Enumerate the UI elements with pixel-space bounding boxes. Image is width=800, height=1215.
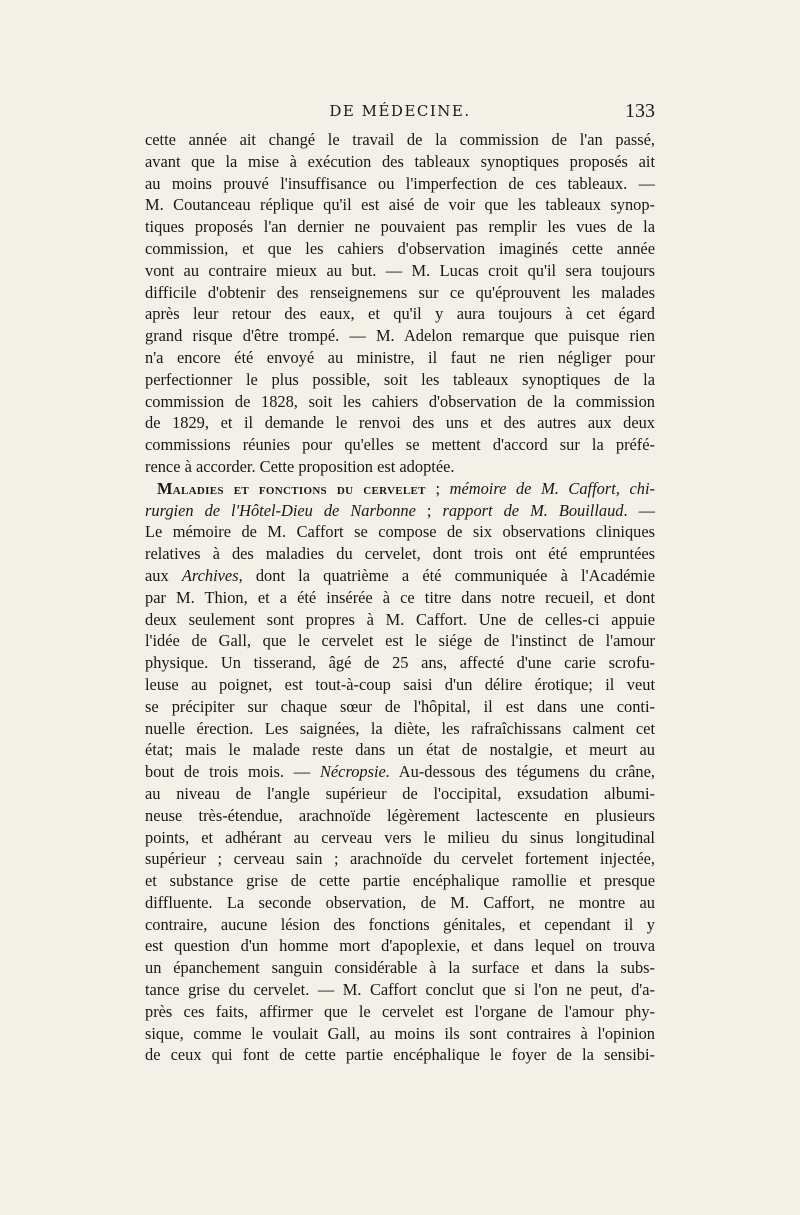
text-line: Le mémoire de M. Caffort se compose de six observations cliniques xyxy=(145,522,655,542)
page-header xyxy=(145,100,655,130)
text-line xyxy=(145,565,655,587)
text-line: contraire, aucune lésion des fonctions génitales, et cependant il y xyxy=(145,914,655,934)
body-text xyxy=(145,129,655,1066)
text-line: commission de 1828, soit les cahiers d'observation de la commission xyxy=(145,391,655,411)
author-affiliation: rurgien de l'Hôtel-Dieu de Narbonne xyxy=(145,500,416,520)
text-line: physique. Un tisserand, âgé de 25 ans, affecté d'une carie scrofu- xyxy=(145,653,655,673)
text-line: par M. Thion, et a été insérée à ce titre dans notre recueil, et dont xyxy=(145,587,655,607)
text-line: M. Coutanceau réplique qu'il est aisé de voir que les tableaux synop- xyxy=(145,195,655,215)
text-line: supérieur ; cerveau sain ; arachnoïde du cervelet fortement injectée, xyxy=(145,849,655,869)
running-head: DE MÉDECINE. xyxy=(329,102,471,120)
text-line: de 1829, et il demande le renvoi des uns et des autres aux deux xyxy=(145,413,655,433)
text-line: de ceux qui font de cette partie encéphalique le foyer de la sensibi- xyxy=(145,1045,655,1065)
text-line: état; mais le malade reste dans un état de nostalgie, et meurt au xyxy=(145,740,655,760)
text-line: neuse très-étendue, arachnoïde légèrement lactescente en plusieurs xyxy=(145,805,655,825)
paragraph-2 xyxy=(145,478,655,1067)
text-line: après leur retour des eaux, et qu'il y aura toujours à cet égard xyxy=(145,304,655,324)
text-line: au moins prouvé l'insuffisance ou l'imperfection de ces tableaux. — xyxy=(145,173,655,193)
text-line: commission, et que les cahiers d'observation imaginés cette année xyxy=(145,238,655,258)
text-line: points, et adhérant au cerveau vers le milieu du sinus longitudinal xyxy=(145,827,655,847)
text-line: grand risque d'être trompé. — M. Adelon remarque que puisque rien xyxy=(145,326,655,346)
section-heading-line xyxy=(145,478,655,500)
text-line: n'a encore été envoyé au ministre, il faut ne rien négliger pour xyxy=(145,347,655,367)
text-fragment: Au-dessous des tégumens du crâne, xyxy=(389,762,655,782)
paragraph-1 xyxy=(145,129,655,478)
text-line: avant que la mise à exécution des tableaux synoptiques proposés ait xyxy=(145,151,655,171)
text-line xyxy=(145,500,655,522)
text-line: se précipiter sur chaque sœur de l'hôpital, il est dans une conti- xyxy=(145,696,655,716)
memoir-reference: mémoire de M. Caffort, chi- xyxy=(449,478,655,498)
text-fragment: , dont la quatrième a été communiquée à l'Académie xyxy=(238,565,655,585)
text-line: deux seulement sont propres à M. Caffort. Une de celles-ci appuie xyxy=(145,609,655,629)
text-line: sique, comme le voulait Gall, au moins ils sont contraires à l'opinion xyxy=(145,1023,655,1043)
title-separator: ; xyxy=(425,478,450,498)
text-line: tiques proposés l'an dernier ne pouvaient pas remplir les vues de la xyxy=(145,217,655,237)
text-line: l'idée de Gall, que le cervelet est le siége de l'instinct de l'amour xyxy=(145,631,655,651)
text-line: au niveau de l'angle supérieur de l'occipital, exsudation albumi- xyxy=(145,783,655,803)
dash: . — xyxy=(623,500,655,520)
text-line: près ces faits, affirmer que le cervelet est l'organe de l'amour phy- xyxy=(145,1001,655,1021)
archives-title: Archives xyxy=(181,565,239,585)
text-line: cette année ait changé le travail de la commission de l'an passé, xyxy=(145,130,655,149)
text-line: diffluente. La seconde observation, de M. Caffort, ne montre au xyxy=(145,892,655,912)
separator: ; xyxy=(415,500,443,520)
text-line: relatives à des maladies du cervelet, dont trois ont été empruntées xyxy=(145,544,655,564)
text-line: commissions réunies pour qu'elles se mettent d'accord sur la préfé- xyxy=(145,435,655,455)
text-line: nuelle érection. Les saignées, la diète, les rafraîchissans calment cet xyxy=(145,718,655,738)
text-line xyxy=(145,761,655,783)
text-line: leuse au poignet, est tout-à-coup saisi d'un délire érotique; il veut xyxy=(145,674,655,694)
text-line: un épanchement sanguin considérable à la surface et dans la subs- xyxy=(145,958,655,978)
text-line: perfectionner le plus possible, soit les tableaux synoptiques de la xyxy=(145,369,655,389)
text-fragment: bout de trois mois. — xyxy=(145,762,320,782)
text-fragment: aux xyxy=(145,565,182,585)
text-line: rence à accorder. Cette proposition est adoptée. xyxy=(145,456,455,476)
necropsie-label: Nécropsie. xyxy=(319,762,390,782)
text-line: et substance grise de cette partie encéphalique ramollie et presque xyxy=(145,871,655,891)
text-line: est question d'un homme mort d'apoplexie, et dans lequel on trouva xyxy=(145,936,655,956)
text-line: vont au contraire mieux au but. — M. Lucas croit qu'il sera toujours xyxy=(145,260,655,280)
page-number: 133 xyxy=(625,100,655,122)
text-line: difficile d'obtenir des renseignemens sur ce qu'éprouvent les malades xyxy=(145,282,655,302)
text-line: tance grise du cervelet. — M. Caffort conclut que si l'on ne peut, d'a- xyxy=(145,980,655,1000)
section-title: Maladies et fonctions du cervelet xyxy=(157,478,426,498)
report-reference: rapport de M. Bouillaud xyxy=(442,500,624,520)
